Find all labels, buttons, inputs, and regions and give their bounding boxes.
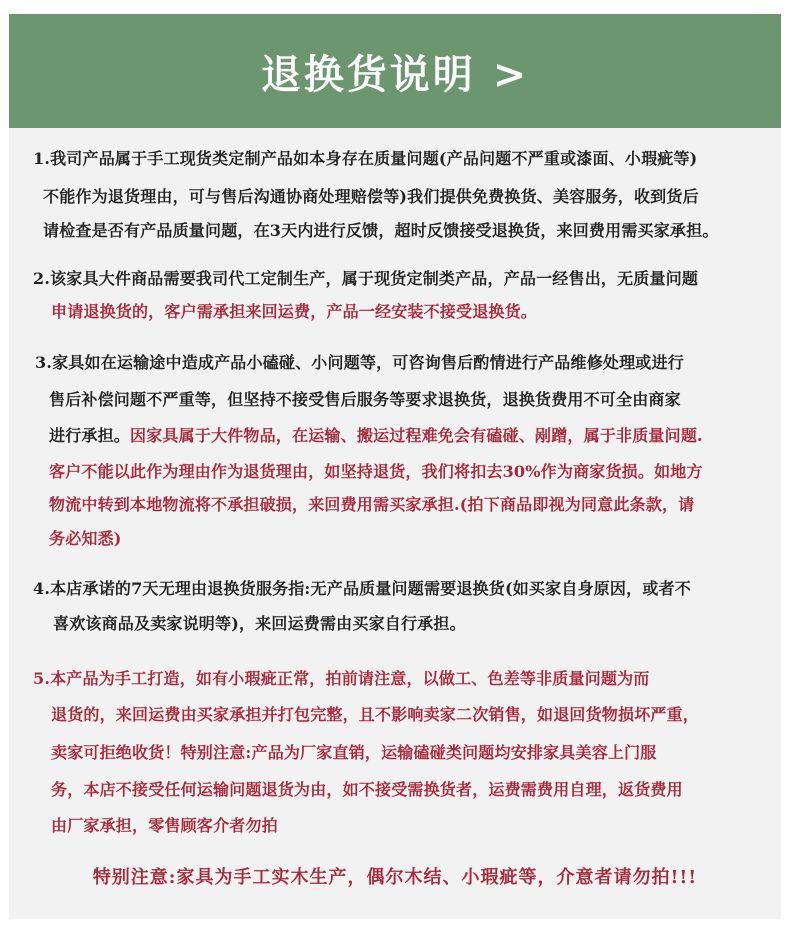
special-notice: 特别注意:家具为手工实木生产，偶尔木结、小瑕疵等，介意者请勿拍!!! xyxy=(92,867,698,888)
policy-1-line-2: 不能作为退货理由，可与售后沟通协商处理赔偿等)我们提供免费换货、美容服务，收到货后 xyxy=(43,187,699,206)
policy-2-line-2: 申请退换货的，客户需承担来回运费，产品一经安装不接受退换货。 xyxy=(51,302,538,321)
policy-3-line-6: 务必知悉) xyxy=(49,529,122,548)
page-title: 退换货说明 > xyxy=(260,50,530,98)
policy-3-line-5: 物流中转到本地物流将不承担破损，来回费用需买家承担.(拍下商品即视为同意此条款，请 xyxy=(49,495,695,514)
policy-4-line-1: 4.本店承诺的7天无理由退换货服务指:无产品质量问题需要退换货(如买家自身原因，或者不 xyxy=(33,579,691,598)
policy-3-line-1: 3.家具如在运输途中造成产品小磕碰、小问题等，可咨询售后酌情进行产品维修处理或进行 xyxy=(35,353,684,372)
policy-5-line-3: 卖家可拒绝收货！特别注意:产品为厂家直销，运输磕碰类问题均安排家具美容上门服 xyxy=(51,743,657,762)
policy-3-line-3-warning: 因家具属于大件物品，在运输、搬运过程难免会有磕碰、剐蹭，属于非质量问题. xyxy=(130,426,703,445)
policy-1-line-1: 1.我司产品属于手工现货类定制产品如本身存在质量问题(产品问题不严重或漆面、小瑕疵等) xyxy=(33,149,698,168)
header-banner xyxy=(9,14,781,128)
policy-3-line-2: 售后补偿问题不严重等，但坚持不接受售后服务等要求退换货，退换货费用不可全由商家 xyxy=(49,390,681,409)
policy-2-line-1: 2.该家具大件商品需要我司代工定制生产，属于现货定制类产品，产品一经售出，无质量问题 xyxy=(33,269,699,288)
policy-5-line-4: 务，本店不接受任何运输问题退货为由，如不接受需换货者，运费需费用自理，返货费用 xyxy=(51,780,683,799)
policy-5-line-5: 由厂家承担，零售顾客介者勿拍 xyxy=(51,816,278,835)
policy-5-line-2: 退货的，来回运费由买家承担并打包完整，且不影响卖家二次销售，如退回货物损坏严重， xyxy=(51,705,700,724)
return-policy-panel xyxy=(9,128,781,919)
policy-4-line-2: 喜欢该商品及卖家说明等)，来回运费需由买家自行承担。 xyxy=(53,614,466,633)
policy-1-line-3: 请检查是否有产品质量问题，在3天内进行反馈，超时反馈接受退换货，来回费用需买家承担。 xyxy=(43,221,719,240)
policy-3-line-3-text: 进行承担。 xyxy=(49,426,131,445)
policy-5-line-1: 5.本产品为手工打造，如有小瑕疵正常，拍前请注意，以做工、色差等非质量问题为而 xyxy=(33,669,650,688)
policy-3-line-4: 客户不能以此作为理由作为退货理由，如坚持退货，我们将扣去30%作为商家货损。如地方 xyxy=(49,462,703,481)
policy-3-line-3 xyxy=(49,423,703,446)
